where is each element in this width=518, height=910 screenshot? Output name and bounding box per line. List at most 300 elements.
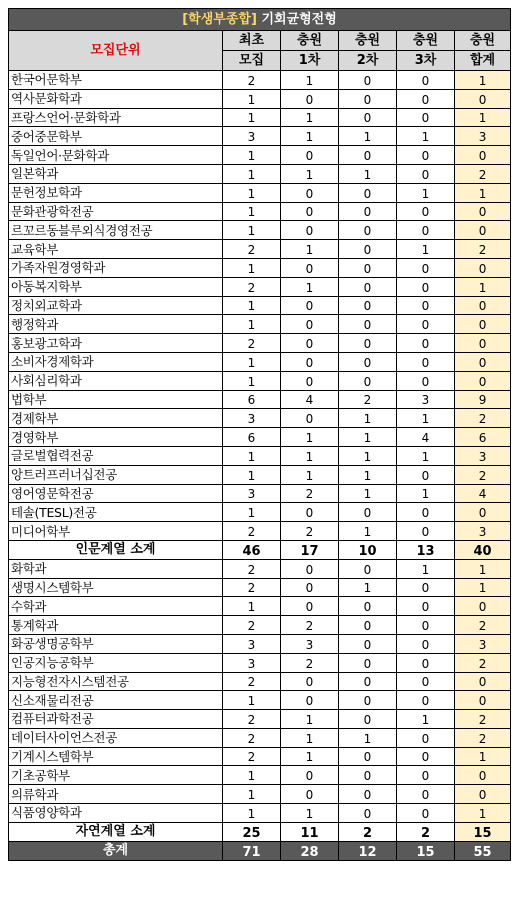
r3-cell: 0 — [397, 277, 455, 296]
r2-cell: 0 — [339, 89, 397, 108]
total-cell: 0 — [455, 334, 511, 353]
unit-name-cell: 정치외교학과 — [9, 296, 223, 315]
table-row — [9, 146, 511, 165]
r3-cell: 0 — [397, 503, 455, 522]
r2-cell: 0 — [339, 202, 397, 221]
r2-cell: 0 — [339, 371, 397, 390]
unit-name-cell: 테솔(TESL)전공 — [9, 503, 223, 522]
unit-name-cell: 인공지능공학부 — [9, 653, 223, 672]
total-cell: 0 — [455, 766, 511, 785]
r3-cell: 0 — [397, 146, 455, 165]
total-cell: 2 — [455, 465, 511, 484]
r1-cell: 1 — [281, 446, 339, 465]
table-row — [9, 202, 511, 221]
r3-cell: 0 — [397, 371, 455, 390]
table-row — [9, 446, 511, 465]
r2-cell: 0 — [339, 277, 397, 296]
r3-cell: 13 — [397, 540, 455, 559]
initial-cell: 1 — [223, 503, 281, 522]
unit-name-cell: 홍보광고학과 — [9, 334, 223, 353]
table-row — [9, 578, 511, 597]
table-row — [9, 766, 511, 785]
r1-cell: 0 — [281, 296, 339, 315]
r1-cell: 0 — [281, 258, 339, 277]
unit-name-cell: 지능형전자시스템전공 — [9, 672, 223, 691]
r1-cell: 0 — [281, 503, 339, 522]
r2-cell: 0 — [339, 559, 397, 578]
r3-cell: 0 — [397, 578, 455, 597]
r1-cell: 0 — [281, 352, 339, 371]
unit-name-cell: 한국어문학부 — [9, 71, 223, 90]
unit-name-cell: 문화관광학전공 — [9, 202, 223, 221]
r2-cell: 0 — [339, 221, 397, 240]
unit-name-cell: 의류학과 — [9, 785, 223, 804]
initial-cell: 1 — [223, 785, 281, 804]
r1-cell: 1 — [281, 747, 339, 766]
unit-name-cell: 컴퓨터과학전공 — [9, 710, 223, 729]
total-cell: 3 — [455, 522, 511, 541]
unit-name-cell: 글로벌협력전공 — [9, 446, 223, 465]
r1-cell: 28 — [281, 841, 339, 860]
header-r1-top: 충원 — [281, 31, 339, 51]
r3-cell: 1 — [397, 240, 455, 259]
table-row — [9, 390, 511, 409]
r2-cell: 0 — [339, 240, 397, 259]
r2-cell: 0 — [339, 710, 397, 729]
initial-cell: 1 — [223, 804, 281, 823]
table-row — [9, 785, 511, 804]
r1-cell: 2 — [281, 522, 339, 541]
r2-cell: 1 — [339, 428, 397, 447]
unit-name-cell: 아동복지학부 — [9, 277, 223, 296]
r2-cell: 0 — [339, 146, 397, 165]
r3-cell: 0 — [397, 296, 455, 315]
total-cell: 9 — [455, 390, 511, 409]
r3-cell: 0 — [397, 258, 455, 277]
table-row — [9, 428, 511, 447]
total-cell: 0 — [455, 202, 511, 221]
table-row — [9, 315, 511, 334]
total-cell: 1 — [455, 804, 511, 823]
r2-cell: 0 — [339, 634, 397, 653]
r3-cell: 1 — [397, 484, 455, 503]
r1-cell: 1 — [281, 71, 339, 90]
r2-cell: 0 — [339, 334, 397, 353]
r1-cell: 1 — [281, 728, 339, 747]
table-row — [9, 164, 511, 183]
unit-name-cell: 생명시스템학부 — [9, 578, 223, 597]
initial-cell: 2 — [223, 240, 281, 259]
total-cell: 3 — [455, 634, 511, 653]
table-row — [9, 221, 511, 240]
table-row — [9, 352, 511, 371]
unit-name-cell: 수학과 — [9, 597, 223, 616]
initial-cell: 1 — [223, 352, 281, 371]
total-cell: 2 — [455, 653, 511, 672]
r2-cell: 0 — [339, 691, 397, 710]
initial-cell: 3 — [223, 653, 281, 672]
r3-cell: 0 — [397, 634, 455, 653]
r2-cell: 0 — [339, 653, 397, 672]
initial-cell: 2 — [223, 710, 281, 729]
total-cell: 3 — [455, 446, 511, 465]
r3-cell: 1 — [397, 446, 455, 465]
total-cell: 6 — [455, 428, 511, 447]
r1-cell: 11 — [281, 822, 339, 841]
r1-cell: 0 — [281, 89, 339, 108]
unit-name-cell: 독일언어·문화학과 — [9, 146, 223, 165]
unit-name-cell: 르꼬르동블루외식경영전공 — [9, 221, 223, 240]
total-cell: 0 — [455, 296, 511, 315]
table-row — [9, 804, 511, 823]
total-cell: 2 — [455, 710, 511, 729]
table-row — [9, 371, 511, 390]
table-row — [9, 240, 511, 259]
initial-cell: 6 — [223, 428, 281, 447]
r3-cell: 0 — [397, 522, 455, 541]
total-cell: 0 — [455, 371, 511, 390]
table-row — [9, 277, 511, 296]
unit-name-cell: 총계 — [9, 841, 223, 860]
total-cell: 0 — [455, 146, 511, 165]
r2-cell: 1 — [339, 522, 397, 541]
r2-cell: 0 — [339, 315, 397, 334]
r2-cell: 0 — [339, 183, 397, 202]
total-cell: 1 — [455, 183, 511, 202]
grand-total-row — [9, 841, 511, 860]
table-title — [9, 9, 511, 31]
r3-cell: 0 — [397, 89, 455, 108]
total-cell: 3 — [455, 127, 511, 146]
r1-cell: 0 — [281, 597, 339, 616]
unit-name-cell: 인문계열 소계 — [9, 540, 223, 559]
r3-cell: 0 — [397, 164, 455, 183]
r3-cell: 0 — [397, 785, 455, 804]
initial-cell: 1 — [223, 146, 281, 165]
table-row — [9, 522, 511, 541]
initial-cell: 2 — [223, 522, 281, 541]
total-cell: 2 — [455, 616, 511, 635]
table-row — [9, 71, 511, 90]
r3-cell: 0 — [397, 108, 455, 127]
unit-name-cell: 법학부 — [9, 390, 223, 409]
initial-cell: 25 — [223, 822, 281, 841]
initial-cell: 1 — [223, 202, 281, 221]
r1-cell: 1 — [281, 277, 339, 296]
unit-name-cell: 식품영양학과 — [9, 804, 223, 823]
unit-name-cell: 행정학과 — [9, 315, 223, 334]
total-cell: 1 — [455, 578, 511, 597]
r1-cell: 3 — [281, 634, 339, 653]
r1-cell: 0 — [281, 146, 339, 165]
table-row — [9, 334, 511, 353]
r3-cell: 1 — [397, 409, 455, 428]
initial-cell: 1 — [223, 89, 281, 108]
r1-cell: 0 — [281, 371, 339, 390]
table-row — [9, 559, 511, 578]
total-cell: 0 — [455, 672, 511, 691]
total-cell: 0 — [455, 503, 511, 522]
r1-cell: 1 — [281, 240, 339, 259]
unit-name-cell: 영어영문학전공 — [9, 484, 223, 503]
r3-cell: 0 — [397, 766, 455, 785]
r3-cell: 0 — [397, 202, 455, 221]
r1-cell: 1 — [281, 804, 339, 823]
r2-cell: 12 — [339, 841, 397, 860]
initial-cell: 2 — [223, 728, 281, 747]
unit-name-cell: 소비자경제학과 — [9, 352, 223, 371]
total-cell: 0 — [455, 89, 511, 108]
table-row — [9, 672, 511, 691]
total-cell: 15 — [455, 822, 511, 841]
initial-cell: 1 — [223, 446, 281, 465]
total-cell: 0 — [455, 597, 511, 616]
r1-cell: 2 — [281, 484, 339, 503]
r3-cell: 2 — [397, 822, 455, 841]
unit-name-cell: 프랑스언어·문화학과 — [9, 108, 223, 127]
admission-table-sheet — [8, 8, 510, 861]
initial-cell: 6 — [223, 390, 281, 409]
r3-cell: 1 — [397, 710, 455, 729]
table-row — [9, 691, 511, 710]
initial-cell: 1 — [223, 221, 281, 240]
r1-cell: 0 — [281, 785, 339, 804]
r1-cell: 0 — [281, 334, 339, 353]
r2-cell: 2 — [339, 822, 397, 841]
r1-cell: 2 — [281, 616, 339, 635]
r2-cell: 0 — [339, 672, 397, 691]
r3-cell: 3 — [397, 390, 455, 409]
r1-cell: 2 — [281, 653, 339, 672]
r1-cell: 17 — [281, 540, 339, 559]
table-row — [9, 634, 511, 653]
r3-cell: 0 — [397, 315, 455, 334]
unit-name-cell: 일본학과 — [9, 164, 223, 183]
r2-cell: 0 — [339, 766, 397, 785]
r3-cell: 0 — [397, 71, 455, 90]
r1-cell: 1 — [281, 465, 339, 484]
unit-name-cell: 경제학부 — [9, 409, 223, 428]
unit-name-cell: 문헌정보학과 — [9, 183, 223, 202]
header-total-top: 충원 — [455, 31, 511, 51]
r3-cell: 0 — [397, 653, 455, 672]
total-cell: 1 — [455, 277, 511, 296]
header-r1-bottom: 1차 — [281, 51, 339, 71]
r1-cell: 0 — [281, 766, 339, 785]
initial-cell: 2 — [223, 277, 281, 296]
table-row — [9, 503, 511, 522]
total-cell: 0 — [455, 691, 511, 710]
r1-cell: 0 — [281, 672, 339, 691]
r2-cell: 0 — [339, 108, 397, 127]
r1-cell: 0 — [281, 559, 339, 578]
r3-cell: 0 — [397, 691, 455, 710]
header-total-bottom: 합계 — [455, 51, 511, 71]
total-cell: 1 — [455, 559, 511, 578]
r3-cell: 0 — [397, 747, 455, 766]
initial-cell: 1 — [223, 315, 281, 334]
r3-cell: 0 — [397, 465, 455, 484]
header-r3-top: 충원 — [397, 31, 455, 51]
unit-name-cell: 통계학과 — [9, 616, 223, 635]
initial-cell: 3 — [223, 484, 281, 503]
r1-cell: 0 — [281, 315, 339, 334]
r2-cell: 10 — [339, 540, 397, 559]
table-row — [9, 108, 511, 127]
table-row — [9, 728, 511, 747]
unit-name-cell: 기초공학부 — [9, 766, 223, 785]
total-cell: 0 — [455, 221, 511, 240]
r1-cell: 1 — [281, 710, 339, 729]
initial-cell: 1 — [223, 597, 281, 616]
r3-cell: 15 — [397, 841, 455, 860]
r3-cell: 0 — [397, 334, 455, 353]
r1-cell: 0 — [281, 578, 339, 597]
r1-cell: 0 — [281, 202, 339, 221]
table-row — [9, 616, 511, 635]
initial-cell: 2 — [223, 71, 281, 90]
total-cell: 2 — [455, 240, 511, 259]
initial-cell: 1 — [223, 691, 281, 710]
unit-name-cell: 교육학부 — [9, 240, 223, 259]
initial-cell: 3 — [223, 409, 281, 428]
initial-cell: 1 — [223, 766, 281, 785]
r2-cell: 0 — [339, 785, 397, 804]
table-row — [9, 747, 511, 766]
initial-cell: 1 — [223, 296, 281, 315]
r2-cell: 0 — [339, 352, 397, 371]
r3-cell: 0 — [397, 804, 455, 823]
unit-name-cell: 화학과 — [9, 559, 223, 578]
r3-cell: 0 — [397, 352, 455, 371]
initial-cell: 2 — [223, 559, 281, 578]
r1-cell: 0 — [281, 691, 339, 710]
unit-name-cell: 경영학부 — [9, 428, 223, 447]
r3-cell: 1 — [397, 183, 455, 202]
r1-cell: 1 — [281, 108, 339, 127]
table-row — [9, 258, 511, 277]
table-body — [9, 71, 511, 861]
table-row — [9, 597, 511, 616]
initial-cell: 1 — [223, 465, 281, 484]
total-cell: 2 — [455, 728, 511, 747]
table-row — [9, 89, 511, 108]
r2-cell: 0 — [339, 804, 397, 823]
admission-table — [8, 8, 511, 861]
table-row — [9, 653, 511, 672]
initial-cell: 71 — [223, 841, 281, 860]
total-cell: 40 — [455, 540, 511, 559]
r3-cell: 0 — [397, 728, 455, 747]
r3-cell: 4 — [397, 428, 455, 447]
total-cell: 55 — [455, 841, 511, 860]
r3-cell: 0 — [397, 616, 455, 635]
table-row — [9, 710, 511, 729]
unit-name-cell: 기계시스템학부 — [9, 747, 223, 766]
r2-cell: 0 — [339, 747, 397, 766]
initial-cell: 3 — [223, 634, 281, 653]
unit-name-cell: 신소재물리전공 — [9, 691, 223, 710]
total-cell: 0 — [455, 315, 511, 334]
r2-cell: 0 — [339, 296, 397, 315]
subtotal-row — [9, 822, 511, 841]
header-r2-bottom: 2차 — [339, 51, 397, 71]
r1-cell: 1 — [281, 428, 339, 447]
unit-name-cell: 자연계열 소계 — [9, 822, 223, 841]
total-cell: 0 — [455, 352, 511, 371]
total-cell: 1 — [455, 747, 511, 766]
r1-cell: 1 — [281, 164, 339, 183]
r2-cell: 1 — [339, 578, 397, 597]
r1-cell: 0 — [281, 221, 339, 240]
header-r2-top: 충원 — [339, 31, 397, 51]
initial-cell: 2 — [223, 616, 281, 635]
total-cell: 0 — [455, 258, 511, 277]
r2-cell: 1 — [339, 484, 397, 503]
r2-cell: 0 — [339, 597, 397, 616]
r3-cell: 1 — [397, 127, 455, 146]
r2-cell: 1 — [339, 127, 397, 146]
initial-cell: 1 — [223, 183, 281, 202]
subtotal-row — [9, 540, 511, 559]
initial-cell: 2 — [223, 334, 281, 353]
total-cell: 1 — [455, 108, 511, 127]
r2-cell: 2 — [339, 390, 397, 409]
initial-cell: 2 — [223, 578, 281, 597]
r3-cell: 1 — [397, 559, 455, 578]
r2-cell: 0 — [339, 71, 397, 90]
total-cell: 2 — [455, 164, 511, 183]
header-r3-bottom: 3차 — [397, 51, 455, 71]
initial-cell: 2 — [223, 747, 281, 766]
initial-cell: 1 — [223, 371, 281, 390]
r2-cell: 1 — [339, 446, 397, 465]
initial-cell: 1 — [223, 258, 281, 277]
r1-cell: 1 — [281, 127, 339, 146]
r2-cell: 0 — [339, 616, 397, 635]
r2-cell: 0 — [339, 503, 397, 522]
initial-cell: 1 — [223, 164, 281, 183]
total-cell: 1 — [455, 71, 511, 90]
table-row — [9, 484, 511, 503]
initial-cell: 3 — [223, 127, 281, 146]
table-row — [9, 127, 511, 146]
total-cell: 0 — [455, 785, 511, 804]
initial-cell: 2 — [223, 672, 281, 691]
total-cell: 2 — [455, 409, 511, 428]
total-cell: 4 — [455, 484, 511, 503]
unit-name-cell: 화공생명공학부 — [9, 634, 223, 653]
table-row — [9, 296, 511, 315]
r2-cell: 1 — [339, 409, 397, 428]
r2-cell: 1 — [339, 465, 397, 484]
r3-cell: 0 — [397, 221, 455, 240]
unit-name-cell: 사회심리학과 — [9, 371, 223, 390]
r2-cell: 1 — [339, 728, 397, 747]
initial-cell: 46 — [223, 540, 281, 559]
r2-cell: 0 — [339, 258, 397, 277]
r1-cell: 0 — [281, 409, 339, 428]
r3-cell: 0 — [397, 597, 455, 616]
unit-name-cell: 미디어학부 — [9, 522, 223, 541]
initial-cell: 1 — [223, 108, 281, 127]
r1-cell: 0 — [281, 183, 339, 202]
unit-name-cell: 앙트러프러너십전공 — [9, 465, 223, 484]
table-row — [9, 409, 511, 428]
unit-name-cell: 중어중문학부 — [9, 127, 223, 146]
title-bracket: [학생부종합] — [182, 12, 257, 27]
unit-name-cell: 데이터사이언스전공 — [9, 728, 223, 747]
